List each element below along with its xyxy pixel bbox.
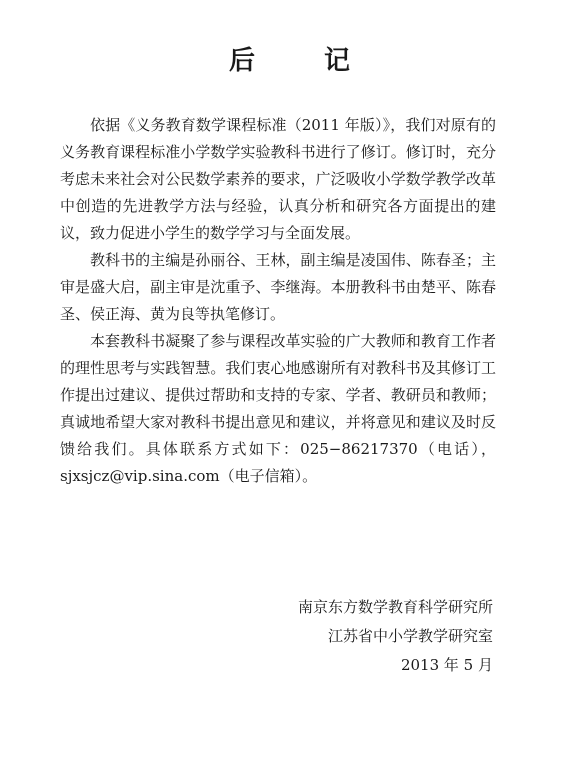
page-title: 后 记 xyxy=(228,46,381,76)
signature-org-institute: 南京东方数学教育科学研究所 xyxy=(297,598,493,616)
afterword-body xyxy=(60,112,496,490)
paragraph-revision-basis: 依据《义务教育数学课程标准（2011 年版）》，我们对原有的义务教育课程标准小学数学实验教科书进行了修订。修订时，充分考虑未来社会对公民数学素养的要求，广泛吸收小学数学教学改革中创造的先进教学方法与经验，认真分析和研究各方面提出的建议，致力促进小学生的数学学习与全面发展。 xyxy=(60,116,496,242)
paragraph-acknowledgement: 本套教科书凝聚了参与课程改革实验的广大教师和教育工作者的理性思考与实践智慧。我们衷心地感谢所有对教科书及其修订工作提出过建议、提供过帮助和支持的专家、学者、教研员和教师；真诚地希望大家对教科书提出意见和建议，并将意见和建议及时反馈给我们。具体联系方式如下：025−86217370（电话），sjxsjcz@vip.sina.com（电子信箱）。 xyxy=(60,332,496,485)
signature-block xyxy=(298,593,493,680)
signature-org-research-office: 江苏省中小学教学研究室 xyxy=(327,627,493,645)
signature-date: 2013 年 5 月 xyxy=(400,656,493,674)
paragraph-editors: 教科书的主编是孙丽谷、王林，副主编是凌国伟、陈春圣；主审是盛大启，副主审是沈重予、李继海。本册教科书由楚平、陈春圣、侯正海、黄为良等执笔修订。 xyxy=(60,251,496,323)
